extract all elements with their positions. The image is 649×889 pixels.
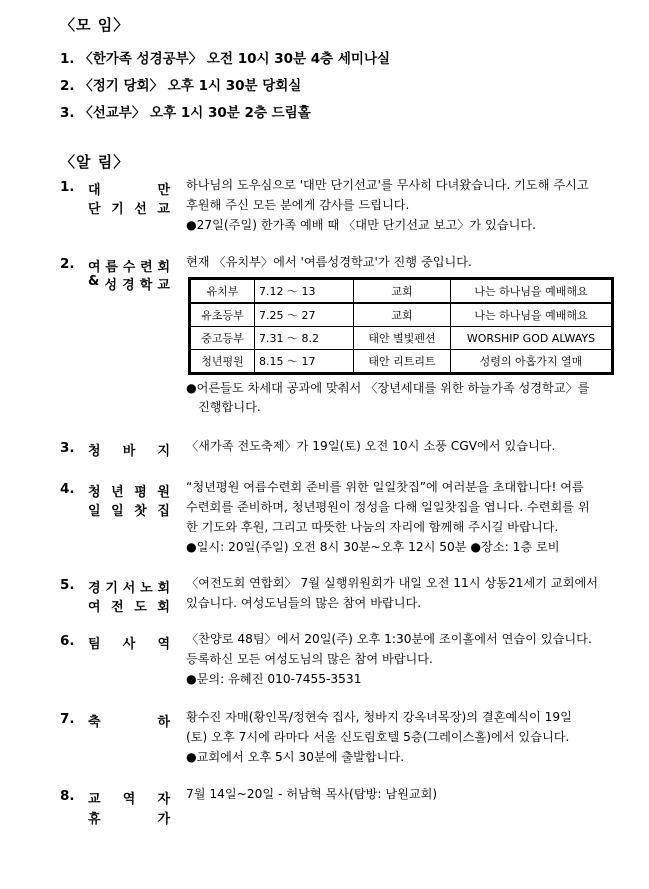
notice-bullet: ●일시: 20일(주일) 오전 8시 30분~오후 12시 50분 ●장소: 1층 로비 <box>186 540 560 554</box>
notice-label: 휴 가 <box>88 812 170 827</box>
notice-number: 3. <box>60 440 75 456</box>
notice-number: 4. <box>60 481 75 497</box>
notices-title: 〈알 림〉 <box>60 153 130 171</box>
table-cell: 중고등부 <box>191 327 255 350</box>
notice-text: 〈여전도회 연합회〉 7월 실행위원회가 내일 오전 11시 상동21세기 교회에서 <box>186 576 599 590</box>
notice-label: 팀 사 역 <box>88 637 170 652</box>
table-cell: 유치부 <box>191 280 255 304</box>
notice-number: 2. <box>60 256 75 272</box>
notice-number: 7. <box>60 711 75 727</box>
notice-label: 단 기 선 교 <box>88 202 170 217</box>
table-cell: WORSHIP GOD ALWAYS <box>451 327 612 350</box>
table-cell: 7.25 ～ 27 <box>255 303 354 327</box>
table-cell: 태안 리트리트 <box>354 350 451 373</box>
notice-number: 5. <box>60 577 75 593</box>
meetings-title: 〈모 임〉 <box>60 16 130 34</box>
notice-text: 등록하신 모든 여성도님의 많은 참여 바랍니다. <box>186 652 433 666</box>
table-row <box>191 350 612 373</box>
notice-label: & 성 경 학 교 <box>88 274 170 293</box>
table-cell: 나는 하나님을 예배해요 <box>451 280 612 304</box>
table-row <box>191 327 612 350</box>
table-cell: 교회 <box>354 280 451 304</box>
meeting-item: 2. 〈정기 당회〉 오후 1시 30분 당회실 <box>60 78 302 94</box>
notice-label: 청 년 평 원 <box>88 485 170 500</box>
notice-text: “청년평원 여름수련회 준비를 위한 일일찻집”에 여러분을 초대합니다! 여름 <box>186 480 584 494</box>
notice-text: 현재 〈유치부〉에서 '여름성경학교'가 진행 중입니다. <box>186 255 472 269</box>
table-cell: 청년평원 <box>191 350 255 373</box>
notice-label: 여 전 도 회 <box>88 600 170 615</box>
table-cell: 교회 <box>354 303 451 327</box>
notice-number: 6. <box>60 633 75 649</box>
notice-text: 후원해 주신 모든 분에게 감사를 드립니다. <box>186 198 410 212</box>
notice-number: 1. <box>60 179 75 195</box>
table-cell: 나는 하나님을 예배해요 <box>451 303 612 327</box>
table-cell: 태안 별빛펜션 <box>354 327 451 350</box>
table-row <box>191 303 612 327</box>
notice-bullet: ●27일(주일) 한가족 예배 때 〈대만 단기선교 보고〉가 있습니다. <box>186 218 537 232</box>
notice-text: 황수진 자매(황인목/정현숙 집사, 청바지 강옥녀목장)의 결혼예식이 19일 <box>186 710 572 724</box>
notice-label: 교 역 자 <box>88 792 170 807</box>
notice-label: 축 하 <box>88 715 170 730</box>
notice-number: 8. <box>60 788 75 804</box>
notice-bullet: ●문의: 유혜진 010-7455-3531 <box>186 672 362 686</box>
meeting-item: 1. 〈한가족 성경공부〉 오전 10시 30분 4층 세미나실 <box>60 51 391 67</box>
notice-text: 한 기도와 후원, 그리고 따뜻한 나눔의 자리에 함께해 주시길 바랍니다. <box>186 520 559 534</box>
table-cell: 8.15 ～ 17 <box>255 350 354 373</box>
notice-text: 7월 14일~20일 - 허남혁 목사(탐방: 남원교회) <box>186 787 438 801</box>
meeting-item: 3. 〈선교부〉 오후 1시 30분 2층 드림홀 <box>60 105 311 121</box>
table-cell: 성령의 아홉가지 열매 <box>451 350 612 373</box>
notice-label: 일 일 찻 집 <box>88 504 170 519</box>
table-cell: 7.12 ～ 13 <box>255 280 354 304</box>
notice-text: (토) 오후 7시에 라마다 서울 신도림호텔 5층(그레이스홀)에서 있습니다. <box>186 730 570 744</box>
notice-text: 수련회를 준비하며, 청년평원이 정성을 다해 일일찻집을 엽니다. 수련회를 위 <box>186 500 590 514</box>
notice-bullet: 진행합니다. <box>198 400 261 414</box>
table-cell: 유초등부 <box>191 303 255 327</box>
notice-label: 경 기 서 노 회 <box>88 581 170 596</box>
table-cell: 7.31 ～ 8.2 <box>255 327 354 350</box>
notice-text: 있습니다. 여성도님들의 많은 참여 바랍니다. <box>186 596 422 610</box>
notice-label: 청 바 지 <box>88 444 170 459</box>
notice-text: 〈새가족 전도축제〉가 19일(토) 오전 10시 소풍 CGV에서 있습니다. <box>186 439 556 453</box>
summer-school-table <box>190 279 612 373</box>
notice-text: 하나님의 도우심으로 '대만 단기선교'를 무사히 다녀왔습니다. 기도해 주시고 <box>186 178 589 192</box>
notice-text: 〈찬양로 48팀〉에서 20일(주) 오후 1:30분에 조이홀에서 연습이 있습니다. <box>186 632 592 646</box>
notice-bullet: ●교회에서 오후 5시 30분에 출발합니다. <box>186 750 405 764</box>
notice-label: 대 만 <box>88 183 170 198</box>
table-row <box>191 280 612 304</box>
notice-bullet: ●어른들도 차세대 공과에 맞춰서 〈장년세대를 위한 하늘가족 성경학교〉를 <box>186 381 590 395</box>
notice-label: 여 름 수 련 회 <box>88 260 170 275</box>
